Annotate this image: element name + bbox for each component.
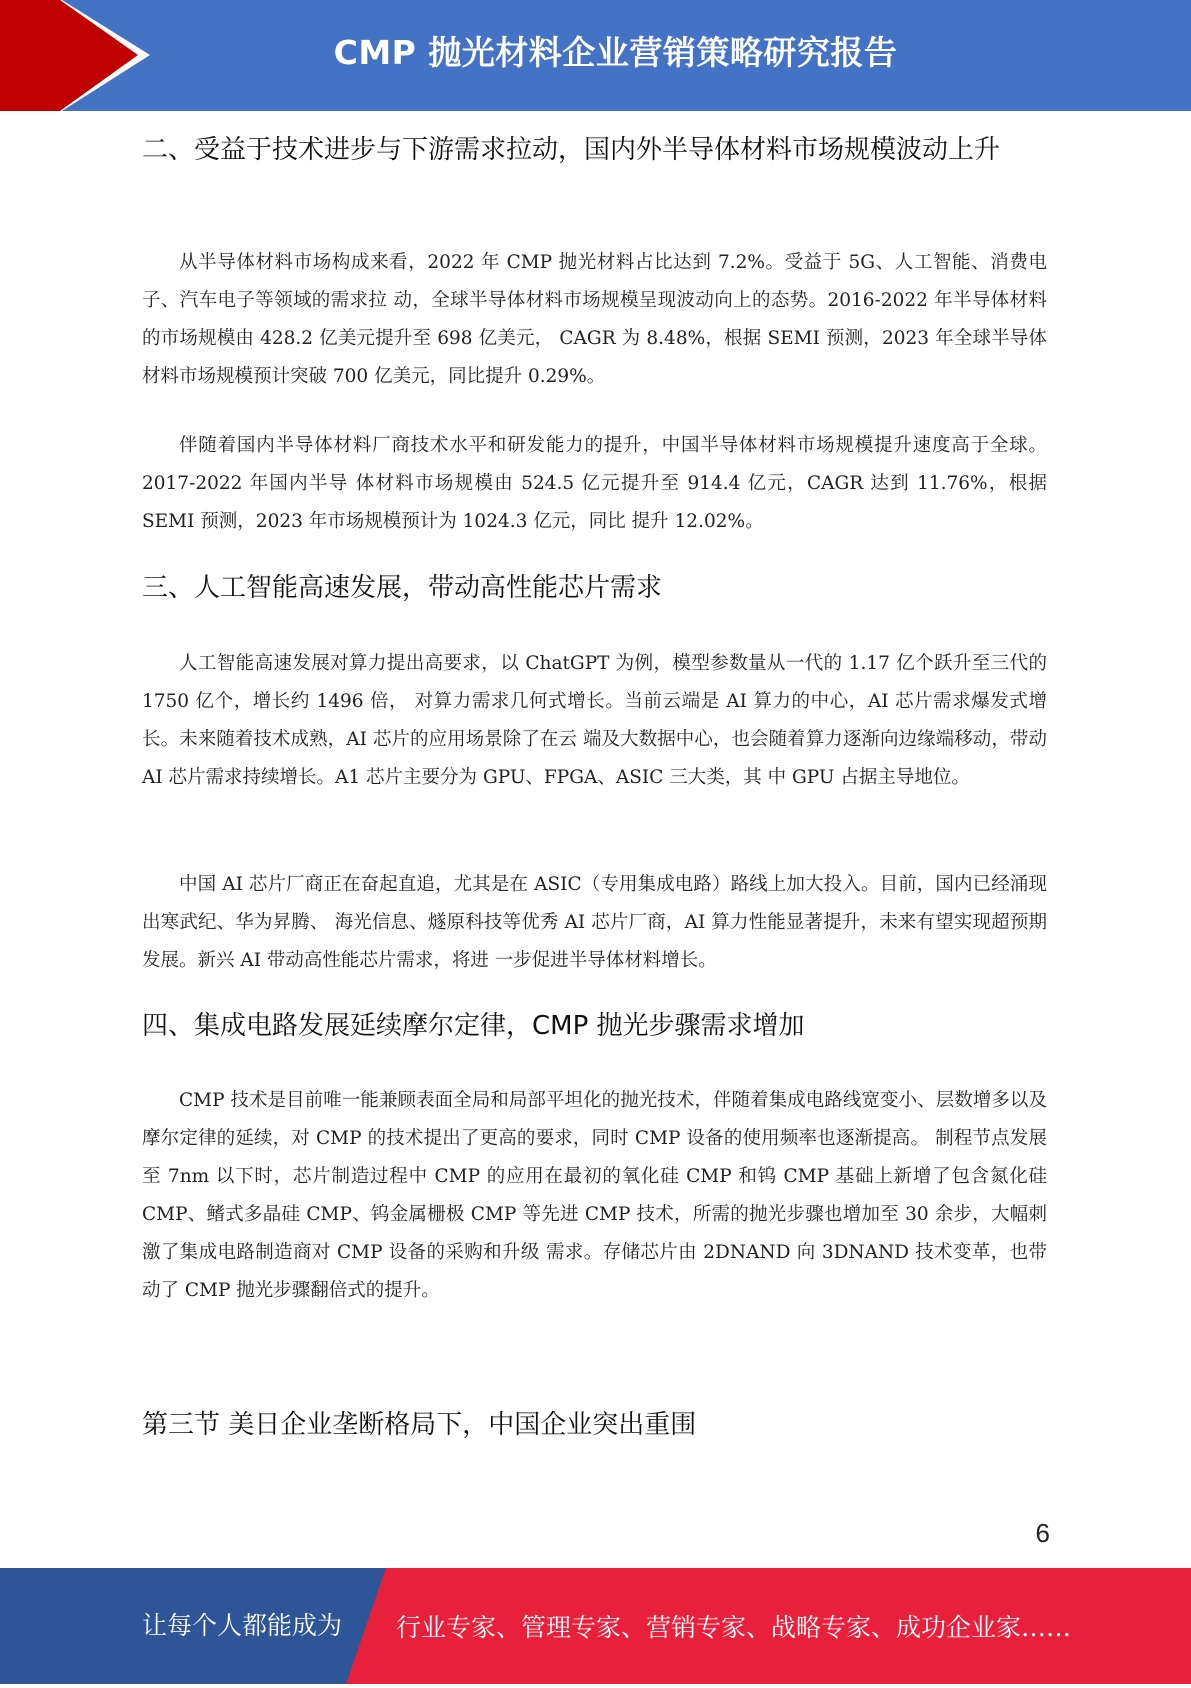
section-heading-ai-chips: 三、人工智能高速发展，带动高性能芯片需求: [142, 573, 663, 603]
report-title: CMP 抛光材料企业营销策略研究报告: [333, 33, 898, 72]
section-heading-moores-law: 四、集成电路发展延续摩尔定律，CMP 抛光步骤需求增加: [142, 1011, 805, 1041]
section-heading-market-growth: 二、受益于技术进步与下游需求拉动，国内外半导体材料市场规模波动上升: [142, 135, 1001, 165]
section-heading-competition: 第三节 美日企业垄断格局下，中国企业突出重围: [142, 1410, 697, 1440]
paragraph-china-market: 伴随着国内半导体材料厂商技术水平和研发能力的提升，中国半导体材料市场规模提升速度高于全球。2017-2022 年国内半导 体材料市场规模由 524.5 亿元提升至 914.4 亿元，CAGR 达到 11.76%，根据 SEMI 预测，2023 年市场规模预计为 1024.3 亿元，同比 提升 12.02%。: [142, 435, 1047, 532]
paragraph-ai-compute: 人工智能高速发展对算力提出高要求，以 ChatGPT 为例，模型参数量从一代的 1.17 亿个跃升至三代的 1750 亿个，增长约 1496 倍， 对算力需求几何式增长。当前云端是 AI 算力的中心，AI 芯片需求爆发式增长。未来随着技术成熟，AI 芯片的应用场景除了在云 端及大数据中心，也会随着算力逐渐向边缘端移动，带动 AI 芯片需求持续增长。A1 芯片主要分为 GPU、FPGA、ASIC 三大类，其 中 GPU 占据主导地位。: [142, 653, 1047, 788]
paragraph-cmp-steps: CMP 技术是目前唯一能兼顾表面全局和局部平坦化的抛光技术，伴随着集成电路线宽变小、层数增多以及摩尔定律的延续，对 CMP 的技术提出了更高的要求，同时 CMP 设备的使用频率也逐渐提高。 制程节点发展至 7nm 以下时，芯片制造过程中 CMP 的应用在最初的氧化硅 CMP 和钨 CMP 基础上新增了包含氮化硅 CMP、鳍式多晶硅 CMP、钨金属栅极 CMP 等先进 CMP 技术，所需的抛光步骤也增加至 30 余步，大幅刺激了集成电路制造商对 CMP 设备的采购和升级 需求。存储芯片由 2DNAND 向 3DNAND 技术变革，也带动了 CMP 抛光步骤翻倍式的提升。: [142, 1090, 1047, 1301]
paragraph-global-market: 从半导体材料市场构成来看，2022 年 CMP 抛光材料占比达到 7.2%。受益于 5G、人工智能、消费电子、汽车电子等领域的需求拉 动，全球半导体材料市场规模呈现波动向上的态势。2016-2022 年半导体材料的市场规模由 428.2 亿美元提升至 698 亿美元， CAGR 为 8.48%，根据 SEMI 预测，2023 年全球半导体材料市场规模预计突破 700 亿美元，同比提升 0.29%。: [142, 252, 1047, 387]
paragraph-china-ai-vendors: 中国 AI 芯片厂商正在奋起直追，尤其是在 ASIC（专用集成电路）路线上加大投入。目前，国内已经涌现出寒武纪、华为昇腾、 海光信息、燧原科技等优秀 AI 芯片厂商，AI 算力性能显著提升，未来有望实现超预期发展。新兴 AI 带动高性能芯片需求，将进 一步促进半导体材料增长。: [142, 874, 1047, 971]
report-header: [0, 0, 1191, 111]
footer-slogan-left: 让每个人都能成为: [142, 1611, 343, 1640]
footer-slogan-right: 行业专家、管理专家、营销专家、战略专家、成功企业家……: [396, 1613, 1072, 1642]
page-number: 6: [1035, 1518, 1050, 1548]
